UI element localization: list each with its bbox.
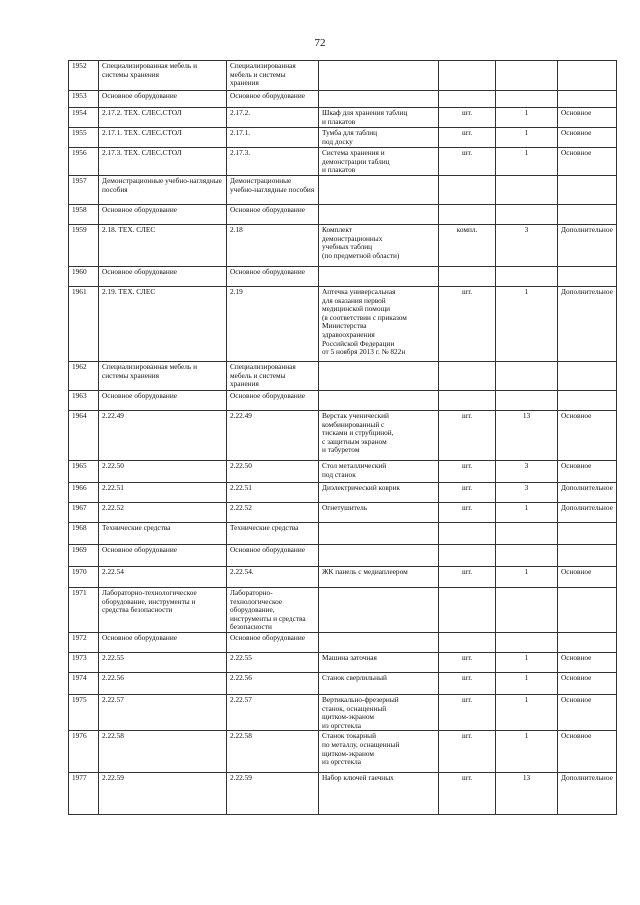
row-description: Стол металлический под станок	[319, 461, 439, 483]
row-number: 1967	[69, 503, 99, 523]
table-row	[69, 523, 617, 545]
row-name: Основное оборудование	[99, 91, 227, 108]
row-name: Основное оборудование	[99, 391, 227, 411]
row-name: 2.22.55	[99, 652, 227, 672]
row-equipment-type: Основное	[558, 108, 617, 128]
row-unit	[439, 391, 496, 411]
row-description: Диэлектрический коврик	[319, 483, 439, 503]
row-code: 2.22.49	[227, 411, 319, 461]
row-name: 2.22.57	[99, 694, 227, 730]
row-description	[319, 588, 439, 633]
row-description	[319, 545, 439, 567]
row-unit	[439, 362, 496, 391]
row-code: Основное оборудование	[227, 391, 319, 411]
row-description	[319, 61, 439, 91]
row-unit: шт.	[439, 483, 496, 503]
row-unit	[439, 176, 496, 205]
row-unit	[439, 205, 496, 225]
row-equipment-type: Основное	[558, 694, 617, 730]
row-code: 2.18	[227, 225, 319, 267]
row-unit: шт.	[439, 694, 496, 730]
row-number: 1959	[69, 225, 99, 267]
row-quantity: 1	[496, 108, 558, 128]
row-description: Шкаф для хранения таблиц и плакатов	[319, 108, 439, 128]
row-code: 2.19	[227, 287, 319, 362]
row-unit	[439, 91, 496, 108]
row-code: Демонстрационные учебно-наглядные пособия	[227, 176, 319, 205]
row-unit: шт.	[439, 108, 496, 128]
row-description	[319, 205, 439, 225]
row-name: Основное оборудование	[99, 632, 227, 652]
row-unit: шт.	[439, 287, 496, 362]
row-quantity: 3	[496, 225, 558, 267]
row-quantity	[496, 176, 558, 205]
row-name: 2.22.51	[99, 483, 227, 503]
row-description	[319, 176, 439, 205]
row-number: 1952	[69, 61, 99, 91]
row-number: 1966	[69, 483, 99, 503]
row-number: 1960	[69, 267, 99, 287]
row-number: 1969	[69, 545, 99, 567]
row-name: Специализированная мебель и системы хранения	[99, 61, 227, 91]
row-equipment-type: Дополнительное	[558, 287, 617, 362]
table-row	[69, 567, 617, 588]
row-unit: шт.	[439, 652, 496, 672]
row-name: Технические средства	[99, 523, 227, 545]
row-unit: шт.	[439, 731, 496, 773]
row-description: Станок токарный по металлу, оснащенный щитком-экраном из оргстекла	[319, 731, 439, 773]
row-equipment-type: Основное	[558, 148, 617, 176]
row-name: 2.22.52	[99, 503, 227, 523]
row-unit: шт.	[439, 148, 496, 176]
row-description: Система хранения и демонстрации таблиц и плакатов	[319, 148, 439, 176]
row-description: Огнетушитель	[319, 503, 439, 523]
table-row	[69, 632, 617, 652]
row-name: 2.22.54	[99, 567, 227, 588]
table-row	[69, 545, 617, 567]
row-quantity: 3	[496, 483, 558, 503]
row-number: 1970	[69, 567, 99, 588]
row-number: 1972	[69, 632, 99, 652]
row-number: 1968	[69, 523, 99, 545]
row-quantity: 3	[496, 461, 558, 483]
row-equipment-type: Основное	[558, 411, 617, 461]
row-code: Основное оборудование	[227, 91, 319, 108]
row-number: 1962	[69, 362, 99, 391]
row-equipment-type: Дополнительное	[558, 503, 617, 523]
table-row	[69, 205, 617, 225]
row-equipment-type	[558, 176, 617, 205]
row-equipment-type: Основное	[558, 461, 617, 483]
row-number: 1958	[69, 205, 99, 225]
row-code: 2.22.50	[227, 461, 319, 483]
row-name: 2.17.1. ТЕХ. СЛЕС.СТОЛ	[99, 128, 227, 148]
row-description: ЖК панель с медиаплеером	[319, 567, 439, 588]
row-name: 2.22.59	[99, 773, 227, 815]
row-description: Аптечка универсальная для оказания первой медицинской помощи (в соответствии с приказом Министерства здравоохранения Российской Федерации от 5 ноября 2013 г. № 822н	[319, 287, 439, 362]
table-body	[69, 61, 617, 815]
row-equipment-type	[558, 391, 617, 411]
row-quantity: 1	[496, 652, 558, 672]
row-number: 1976	[69, 731, 99, 773]
row-code: 2.17.3.	[227, 148, 319, 176]
row-quantity	[496, 523, 558, 545]
table-row	[69, 267, 617, 287]
row-unit: шт.	[439, 411, 496, 461]
table-row	[69, 61, 617, 91]
row-name: Основное оборудование	[99, 267, 227, 287]
row-name: 2.17.2. ТЕХ. СЛЕС.СТОЛ	[99, 108, 227, 128]
row-equipment-type: Дополнительное	[558, 773, 617, 815]
row-unit: шт.	[439, 773, 496, 815]
table-row	[69, 108, 617, 128]
row-description	[319, 362, 439, 391]
row-name: 2.18. ТЕХ. СЛЕС	[99, 225, 227, 267]
row-code: 2.22.58	[227, 731, 319, 773]
row-unit: шт.	[439, 461, 496, 483]
row-description	[319, 267, 439, 287]
row-quantity	[496, 391, 558, 411]
table-row	[69, 483, 617, 503]
table-row	[69, 588, 617, 633]
table-row	[69, 652, 617, 672]
row-quantity	[496, 91, 558, 108]
table-row	[69, 411, 617, 461]
row-name: 2.22.56	[99, 672, 227, 694]
row-unit	[439, 545, 496, 567]
row-code: 2.22.51	[227, 483, 319, 503]
row-unit	[439, 267, 496, 287]
row-quantity	[496, 61, 558, 91]
table-row	[69, 694, 617, 730]
row-quantity: 1	[496, 503, 558, 523]
row-equipment-type	[558, 523, 617, 545]
row-quantity: 1	[496, 287, 558, 362]
row-name: 2.22.58	[99, 731, 227, 773]
row-equipment-type: Основное	[558, 128, 617, 148]
row-equipment-type	[558, 588, 617, 633]
row-number: 1973	[69, 652, 99, 672]
row-description	[319, 391, 439, 411]
row-quantity: 1	[496, 148, 558, 176]
row-description: Станок сверлильный	[319, 672, 439, 694]
row-name: 2.22.49	[99, 411, 227, 461]
row-code: Основное оборудование	[227, 267, 319, 287]
table-row	[69, 773, 617, 815]
row-code: Специализированная мебель и системы хранения	[227, 362, 319, 391]
row-equipment-type	[558, 267, 617, 287]
row-unit	[439, 523, 496, 545]
row-equipment-type: Дополнительное	[558, 483, 617, 503]
row-name: 2.19. ТЕХ. СЛЕС	[99, 287, 227, 362]
row-name: Специализированная мебель и системы хранения	[99, 362, 227, 391]
row-number: 1961	[69, 287, 99, 362]
row-number: 1963	[69, 391, 99, 411]
row-code: 2.17.1.	[227, 128, 319, 148]
row-quantity	[496, 205, 558, 225]
row-equipment-type	[558, 632, 617, 652]
table-row	[69, 391, 617, 411]
row-number: 1971	[69, 588, 99, 633]
table-row	[69, 225, 617, 267]
row-equipment-type: Основное	[558, 672, 617, 694]
table-row	[69, 91, 617, 108]
row-code: 2.22.52	[227, 503, 319, 523]
row-number: 1974	[69, 672, 99, 694]
row-number: 1955	[69, 128, 99, 148]
row-unit	[439, 632, 496, 652]
row-description: Верстак ученический комбинированный с тисками и струбциной, с защитным экраном и табуретом	[319, 411, 439, 461]
row-code: 2.22.59	[227, 773, 319, 815]
row-number: 1964	[69, 411, 99, 461]
row-code: 2.22.54.	[227, 567, 319, 588]
row-description: Машина заточная	[319, 652, 439, 672]
row-description	[319, 523, 439, 545]
row-quantity	[496, 267, 558, 287]
row-description	[319, 632, 439, 652]
row-unit: шт.	[439, 503, 496, 523]
equipment-table	[68, 60, 617, 815]
row-description: Набор ключей гаечных	[319, 773, 439, 815]
row-quantity	[496, 362, 558, 391]
row-code: 2.22.57	[227, 694, 319, 730]
row-quantity: 1	[496, 672, 558, 694]
row-number: 1977	[69, 773, 99, 815]
table-row	[69, 672, 617, 694]
row-name: 2.22.50	[99, 461, 227, 483]
row-code: 2.22.55	[227, 652, 319, 672]
row-quantity	[496, 588, 558, 633]
table-row	[69, 503, 617, 523]
row-quantity: 1	[496, 128, 558, 148]
page-number: 72	[314, 37, 326, 49]
row-number: 1953	[69, 91, 99, 108]
row-code: Основное оборудование	[227, 545, 319, 567]
row-equipment-type	[558, 362, 617, 391]
row-equipment-type	[558, 91, 617, 108]
row-quantity: 1	[496, 567, 558, 588]
row-number: 1975	[69, 694, 99, 730]
table-row	[69, 128, 617, 148]
row-quantity	[496, 632, 558, 652]
row-name: Демонстрационные учебно-наглядные пособия	[99, 176, 227, 205]
row-quantity: 1	[496, 694, 558, 730]
row-name: Основное оборудование	[99, 545, 227, 567]
table-row	[69, 731, 617, 773]
row-code: Технические средства	[227, 523, 319, 545]
row-name: Основное оборудование	[99, 205, 227, 225]
row-equipment-type: Дополнительное	[558, 225, 617, 267]
row-unit: шт.	[439, 128, 496, 148]
row-description: Тумба для таблиц под доску	[319, 128, 439, 148]
row-equipment-type: Основное	[558, 567, 617, 588]
row-unit: шт.	[439, 567, 496, 588]
row-quantity: 1	[496, 731, 558, 773]
row-code: 2.22.56	[227, 672, 319, 694]
row-description	[319, 91, 439, 108]
row-unit	[439, 588, 496, 633]
row-unit	[439, 61, 496, 91]
row-name: 2.17.3. ТЕХ. СЛЕС.СТОЛ	[99, 148, 227, 176]
row-quantity: 13	[496, 411, 558, 461]
row-number: 1954	[69, 108, 99, 128]
row-quantity	[496, 545, 558, 567]
row-number: 1956	[69, 148, 99, 176]
table-row	[69, 148, 617, 176]
row-equipment-type	[558, 205, 617, 225]
row-number: 1965	[69, 461, 99, 483]
row-number: 1957	[69, 176, 99, 205]
row-code: Основное оборудование	[227, 205, 319, 225]
row-equipment-type	[558, 545, 617, 567]
table-row	[69, 176, 617, 205]
row-equipment-type	[558, 61, 617, 91]
table-row	[69, 461, 617, 483]
row-code: Специализированная мебель и системы хранения	[227, 61, 319, 91]
row-name: Лабораторно-технологическое оборудование, инструменты и средства безопасности	[99, 588, 227, 633]
row-unit: компл.	[439, 225, 496, 267]
table-row	[69, 362, 617, 391]
row-equipment-type: Основное	[558, 652, 617, 672]
row-code: Лабораторно-технологическое оборудование, инструменты и средства безопасности	[227, 588, 319, 633]
row-description: Вертикально-фрезерный станок, оснащенный щитком-экраном из оргстекла	[319, 694, 439, 730]
row-code: Основное оборудование	[227, 632, 319, 652]
row-code: 2.17.2.	[227, 108, 319, 128]
row-equipment-type: Основное	[558, 731, 617, 773]
row-description: Комплект демонстрационных учебных таблиц (по предметной области)	[319, 225, 439, 267]
table-row	[69, 287, 617, 362]
row-quantity: 13	[496, 773, 558, 815]
row-unit: шт.	[439, 672, 496, 694]
